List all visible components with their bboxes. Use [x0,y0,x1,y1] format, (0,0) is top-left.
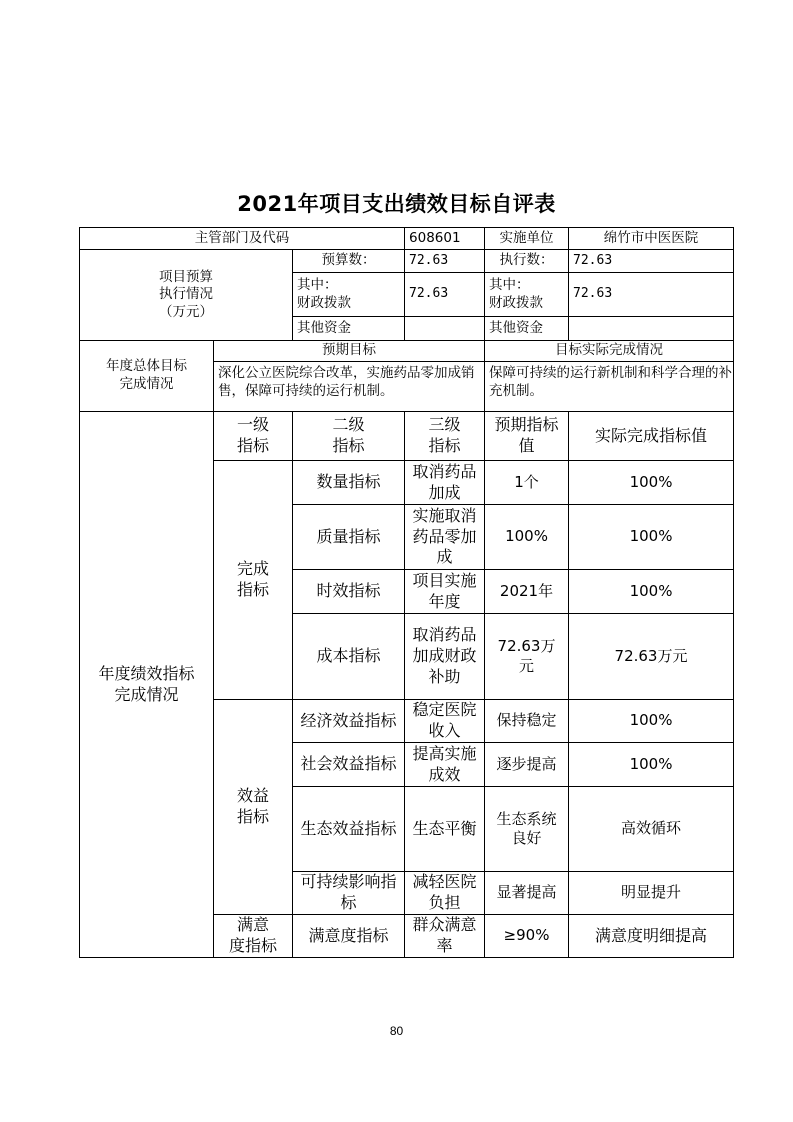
actual-value: 100% [569,743,734,787]
actual-value: 100% [569,461,734,505]
actual-value: 100% [569,700,734,743]
exec-amount-label: 执行数： [485,250,569,273]
budget-row [80,250,734,273]
satisfaction-group-line-2: 度指标 [228,936,277,955]
level3-header-line-2: 指标 [428,436,461,455]
actual-completion-header: 目标实际完成情况 [485,341,734,362]
expected-value: 100% [485,505,569,570]
fiscal-label-line-1: 其中： [297,276,338,293]
level2-indicator: 生态效益指标 [293,787,405,872]
completion-group-label [214,461,293,700]
expected-value: 2021年 [485,570,569,614]
page-number: 80 [389,1024,404,1038]
fiscal-exec-label-line-2: 财政拨款 [489,294,544,311]
level2-indicator: 数量指标 [293,461,405,505]
expected-value: 生态系统良好 [485,787,569,872]
level3-indicator: 实施取消药品零加成 [405,505,485,570]
satisfaction-group-label [214,915,293,958]
level2-indicator: 时效指标 [293,570,405,614]
level2-header [293,412,405,461]
unit-label: 实施单位 [485,228,569,250]
expected-value: 逐步提高 [485,743,569,787]
unit-name: 绵竹市中医医院 [569,228,734,250]
dept-row [80,228,734,250]
level3-header [405,412,485,461]
level2-indicator: 社会效益指标 [293,743,405,787]
benefit-group-label [214,700,293,915]
satisfaction-group-line-1: 满意 [236,915,269,935]
expected-value: 1个 [485,461,569,505]
expected-value: 72.63万元 [485,614,569,700]
level3-indicator: 生态平衡 [405,787,485,872]
page-title: 2021年项目支出绩效目标自评表 [237,192,556,216]
overall-label-line-1: 年度总体目标 [106,358,187,375]
level2-indicator: 可持续影响指标 [293,872,405,915]
level2-header-line-1: 二级 [332,415,365,435]
level3-indicator: 减轻医院负担 [405,872,485,915]
expected-target-text: 深化公立医院综合改革，实施药品零加成销售，保障可持续的运行机制。 [214,362,485,412]
budget-label-line-2: 执行情况 [159,286,213,303]
overall-label [80,341,214,412]
fiscal-exec-label [485,273,569,317]
actual-value-header: 实际完成指标值 [569,412,734,461]
other-funds-exec-label: 其他资金 [485,317,569,341]
fiscal-label-line-2: 财政拨款 [297,294,351,311]
actual-value: 100% [569,505,734,570]
indicator-header-row [80,412,734,461]
benefit-group-line-1: 效益 [236,786,269,806]
level3-indicator: 稳定医院收入 [405,700,485,743]
actual-value: 100% [569,570,734,614]
expected-value: ≥90% [485,915,569,958]
overall-label-line-2: 完成情况 [119,376,174,392]
indicator-section-label [80,412,214,958]
dept-label: 主管部门及代码 [80,228,405,250]
level3-indicator: 群众满意率 [405,915,485,958]
dept-code: 608601 [405,228,485,250]
expected-value: 保持稳定 [485,700,569,743]
actual-value: 72.63万元 [569,614,734,700]
other-funds-budget [405,317,485,341]
level1-header-line-2: 指标 [236,436,269,455]
level2-indicator: 质量指标 [293,505,405,570]
level3-header-line-1: 三级 [428,415,461,435]
actual-value: 明显提升 [569,872,734,915]
level1-header [214,412,293,461]
performance-table [79,227,734,958]
budget-amount-value: 72.63 [405,250,485,273]
fiscal-exec-value: 72.63 [569,273,734,317]
actual-value: 高效循环 [569,787,734,872]
benefit-group-line-2: 指标 [236,807,269,826]
exec-amount-value: 72.63 [569,250,734,273]
fiscal-exec-label-line-1: 其中： [489,276,530,293]
budget-label-line-1: 项目预算 [159,268,213,285]
fiscal-budget-label [293,273,405,317]
level3-indicator: 取消药品加成财政补助 [405,614,485,700]
level2-indicator: 满意度指标 [293,915,405,958]
expected-value: 显著提高 [485,872,569,915]
level3-indicator: 项目实施年度 [405,570,485,614]
budget-section-label [80,250,293,341]
indicator-section-label-line-1: 年度绩效指标 [98,663,195,683]
level3-indicator: 取消药品加成 [405,461,485,505]
indicator-section-label-line-2: 完成情况 [114,684,179,704]
level3-indicator: 提高实施成效 [405,743,485,787]
level2-header-line-2: 指标 [332,436,365,455]
other-funds-exec [569,317,734,341]
budget-label-line-3: （万元） [159,303,213,320]
expected-target-header: 预期目标 [214,341,485,362]
expected-value-header: 预期指标值 [485,412,569,461]
completion-group-line-1: 完成 [236,559,269,579]
budget-amount-label: 预算数： [293,250,405,273]
fiscal-budget-value: 72.63 [405,273,485,317]
completion-group-line-2: 指标 [236,580,269,599]
level2-indicator: 经济效益指标 [293,700,405,743]
level1-header-line-1: 一级 [236,415,269,435]
other-funds-label: 其他资金 [293,317,405,341]
overall-header-row [80,341,734,362]
actual-value: 满意度明细提高 [569,915,734,958]
actual-completion-text: 保障可持续的运行新机制和科学合理的补充机制。 [485,362,734,412]
level2-indicator: 成本指标 [293,614,405,700]
